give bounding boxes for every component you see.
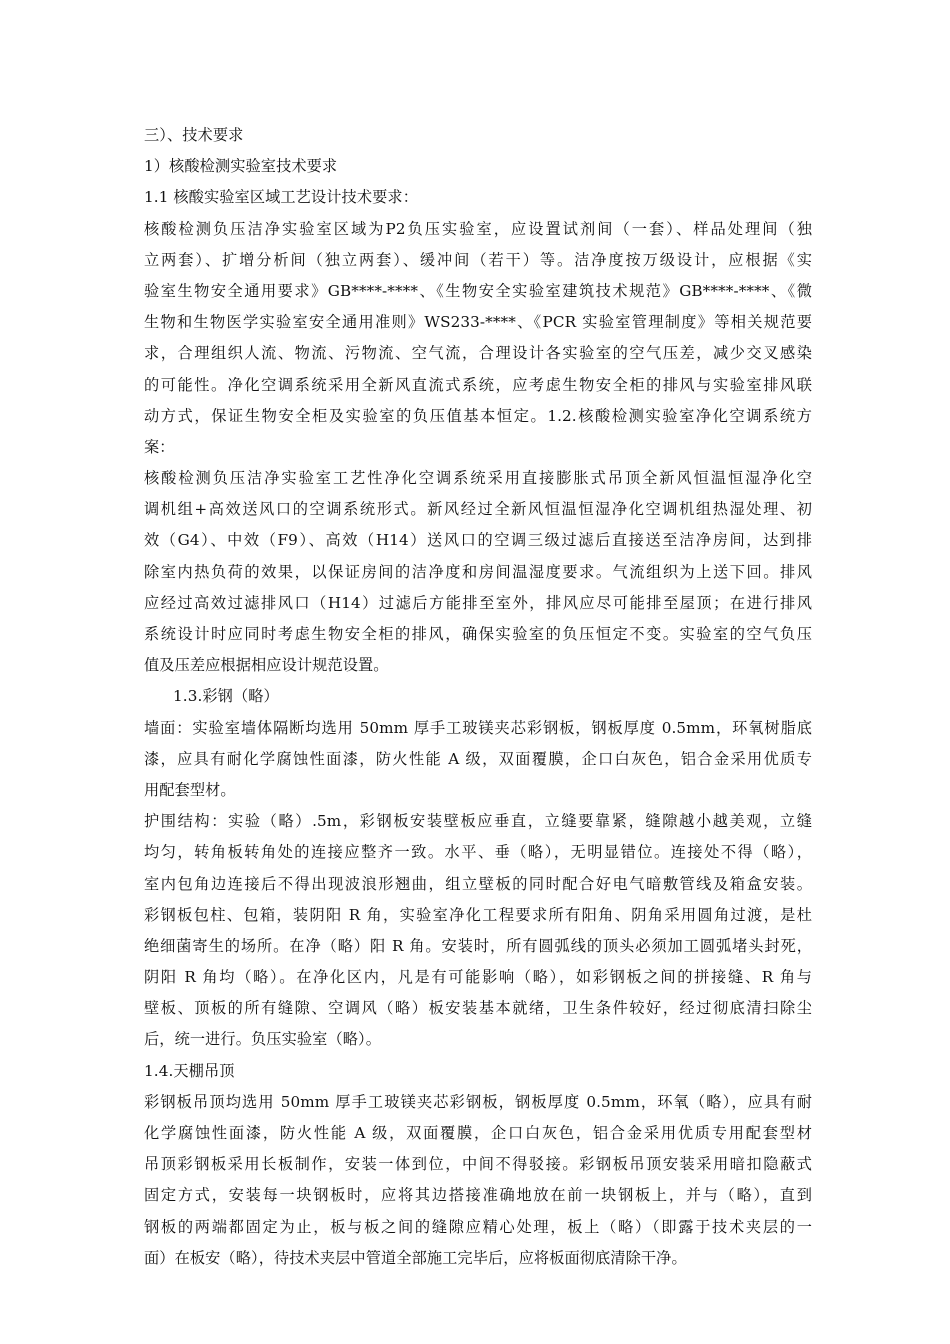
text-line: 系统设计时应同时考虑生物安全柜的排风，确保实验室的负压恒定不变。实验室的空气负压 — [144, 625, 812, 643]
text-line: 应经过高效过滤排风口（H14）过滤后方能排至室外，排风应尽可能排至屋顶；在进行排风 — [144, 593, 812, 612]
text-line: 室内包角边连接后不得出现波浪形翘曲，组立壁板的同时配合好电气暗敷管线及箱盒安装。 — [144, 874, 812, 893]
text-line: 漆，应具有耐化学腐蚀性面漆，防火性能 A 级，双面覆膜，企口白灰色，铝合金采用优质专 — [144, 749, 812, 768]
text-line: 1.4.天棚吊顶 — [144, 1061, 235, 1080]
text-line: 1.3.彩钢（略） — [173, 687, 279, 706]
text-line: 调机组+高效送风口的空调系统形式。新风经过全新风恒温恒湿净化空调机组热湿处理、初 — [144, 500, 812, 519]
text-line: 核酸检测负压洁净实验室工艺性净化空调系统采用直接膨胀式吊顶全新风恒温恒湿净化空 — [144, 469, 812, 488]
text-line: 立两套）、扩增分析间（独立两套）、缓冲间（若干）等。洁净度按万级设计，应根据《实 — [144, 250, 812, 269]
text-line: 护围结构：实验（略）.5m，彩钢板安装壁板应垂直，立缝要靠紧，缝隙越小越美观，立缝 — [144, 812, 812, 831]
text-line: 案： — [144, 437, 175, 456]
text-line: 1）核酸检测实验室技术要求 — [144, 157, 338, 176]
text-line: 三）、技术要求 — [144, 126, 244, 144]
text-line: 除室内热负荷的效果，以保证房间的洁净度和房间温湿度要求。气流组织为上送下回。排风 — [144, 562, 812, 581]
text-line: 化学腐蚀性面漆，防火性能 A 级，双面覆膜，企口白灰色，铝合金采用优质专用配套型材 — [144, 1124, 812, 1142]
text-line: 1.1 核酸实验室区域工艺设计技术要求： — [144, 188, 418, 207]
text-line: 吊顶彩钢板采用长板制作，安装一体到位，中间不得驳接。彩钢板吊顶安装采用暗扣隐蔽式 — [144, 1155, 812, 1174]
text-line: 生物和生物医学实验室安全通用准则》WS233-****、《PCR 实验室管理制度》等相关规范要 — [144, 313, 812, 332]
text-line: 彩钢板吊顶均选用 50mm 厚手工玻镁夹芯彩钢板，钢板厚度 0.5mm，环氧（略），应具有耐 — [144, 1092, 812, 1111]
text-line: 用配套型材。 — [144, 780, 236, 799]
text-line: 动方式，保证生物安全柜及实验室的负压值基本恒定。1.2.核酸检测实验室净化空调系统方 — [144, 406, 812, 425]
text-line: 验室生物安全通用要求》GB****-****、《生物安全实验室建筑技术规范》GB****-****、《微 — [144, 281, 812, 300]
text-line: 求，合理组织人流、物流、污物流、空气流，合理设计各实验室的空气压差，减少交叉感染 — [144, 344, 812, 363]
text-line: 核酸检测负压洁净实验室区域为P2负压实验室，应设置试剂间（一套）、样品处理间（独 — [144, 219, 812, 238]
text-line: 阴阳 R 角均（略）。在净化区内，凡是有可能影响（略），如彩钢板之间的拼接缝、R 角与 — [144, 968, 812, 987]
text-line: 效（G4）、中效（F9）、高效（H14）送风口的空调三级过滤后直接送至洁净房间，达到排 — [144, 531, 812, 550]
text-line: 的可能性。净化空调系统采用全新风直流式系统，应考虑生物安全柜的排风与实验室排风联 — [144, 375, 812, 394]
document-body — [144, 120, 812, 1274]
text-line: 值及压差应根据相应设计规范设置。 — [144, 656, 389, 675]
text-line: 钢板的两端都固定为止，板与板之间的缝隙应精心处理，板上（略）（即露于技术夹层的一 — [144, 1217, 812, 1236]
text-line: 壁板、顶板的所有缝隙、空调风（略）板安装基本就绪，卫生条件较好，经过彻底清扫除尘 — [144, 999, 812, 1018]
text-line: 彩钢板包柱、包箱，装阴阳 R 角，实验室净化工程要求所有阳角、阴角采用圆角过渡，是杜 — [144, 905, 812, 924]
text-line: 面）在板安（略），待技术夹层中管道全部施工完毕后，应将板面彻底清除干净。 — [144, 1248, 687, 1267]
text-line: 后，统一进行。负压实验室（略）。 — [144, 1030, 381, 1049]
text-line: 固定方式，安装每一块钢板时，应将其边搭接准确地放在前一块钢板上，并与（略），直到 — [144, 1186, 812, 1205]
text-line: 绝细菌寄生的场所。在净（略）阳 R 角。安装时，所有圆弧线的顶头必须加工圆弧堵头封死， — [144, 936, 812, 955]
text-line: 均匀，转角板转角处的连接应整齐一致。水平、垂（略），无明显错位。连接处不得（略）， — [144, 843, 812, 862]
text-line: 墙面：实验室墙体隔断均选用 50mm 厚手工玻镁夹芯彩钢板，钢板厚度 0.5mm，环氧树脂底 — [144, 718, 812, 737]
